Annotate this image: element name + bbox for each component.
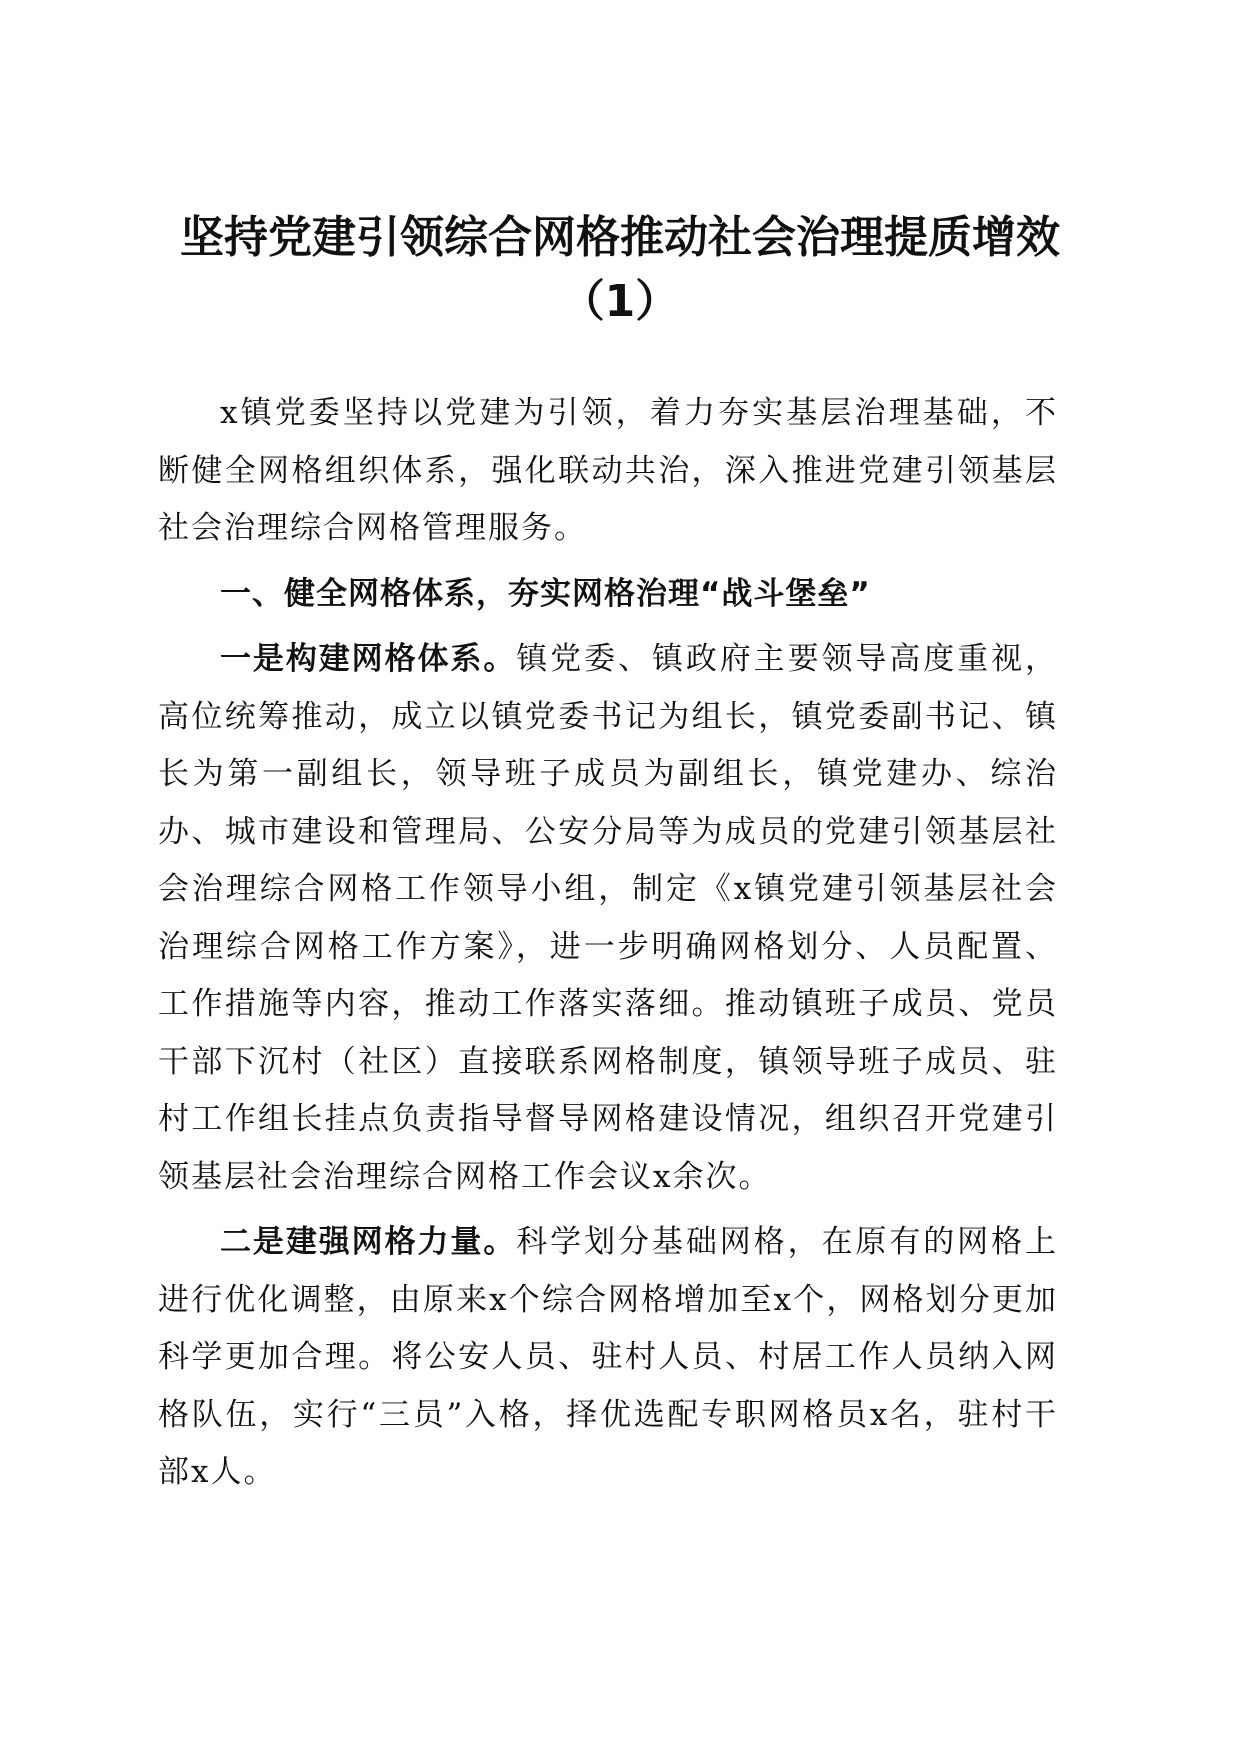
title-line-1: 坚持党建引领综合网格推动社会治理提质增效 <box>180 212 1060 263</box>
point-1-lead: 一是构建网格体系。 <box>220 641 517 677</box>
point-2-paragraph <box>158 1214 1058 1502</box>
point-2-lead: 二是建强网格力量。 <box>220 1224 517 1260</box>
point-2-text: 科学划分基础网格，在原有的网格上进行优化调整，由原来x个综合网格增加至x个，网格划分更加科学更加合理。将公安人员、驻村人员、村居工作人员纳入网格队伍，实行“三员”入格，择优选配专职网格员x名，驻村干部x人。 <box>158 1224 1058 1490</box>
document-title <box>120 206 1120 334</box>
title-line-2: （1） <box>560 276 680 327</box>
section-heading-1: 一、健全网格体系，夯实网格治理“战斗堡垒” <box>220 575 871 612</box>
point-1-paragraph <box>158 631 1058 1206</box>
document-body <box>158 385 1058 1502</box>
point-1-text: 镇党委、镇政府主要领导高度重视，高位统筹推动，成立以镇党委书记为组长，镇党委副书记、镇长为第一副组长，领导班子成员为副组长，镇党建办、综治办、城市建设和管理局、公安分局等为成员的党建引领基层社会治理综合网格工作领导小组，制定《x镇党建引领基层社会治理综合网格工作方案》，进一步明确网格划分、人员配置、工作措施等内容，推动工作落实落细。推动镇班子成员、党员干部下沉村（社区）直接联系网格制度，镇领导班子成员、驻村工作组长挂点负责指导督导网格建设情况，组织召开党建引领基层社会治理综合网格工作会议x余次。 <box>158 641 1058 1195</box>
intro-paragraph: x镇党委坚持以党建为引领，着力夯实基层治理基础，不断健全网格组织体系，强化联动共治，深入推进党建引领基层社会治理综合网格管理服务。 <box>158 395 1058 546</box>
